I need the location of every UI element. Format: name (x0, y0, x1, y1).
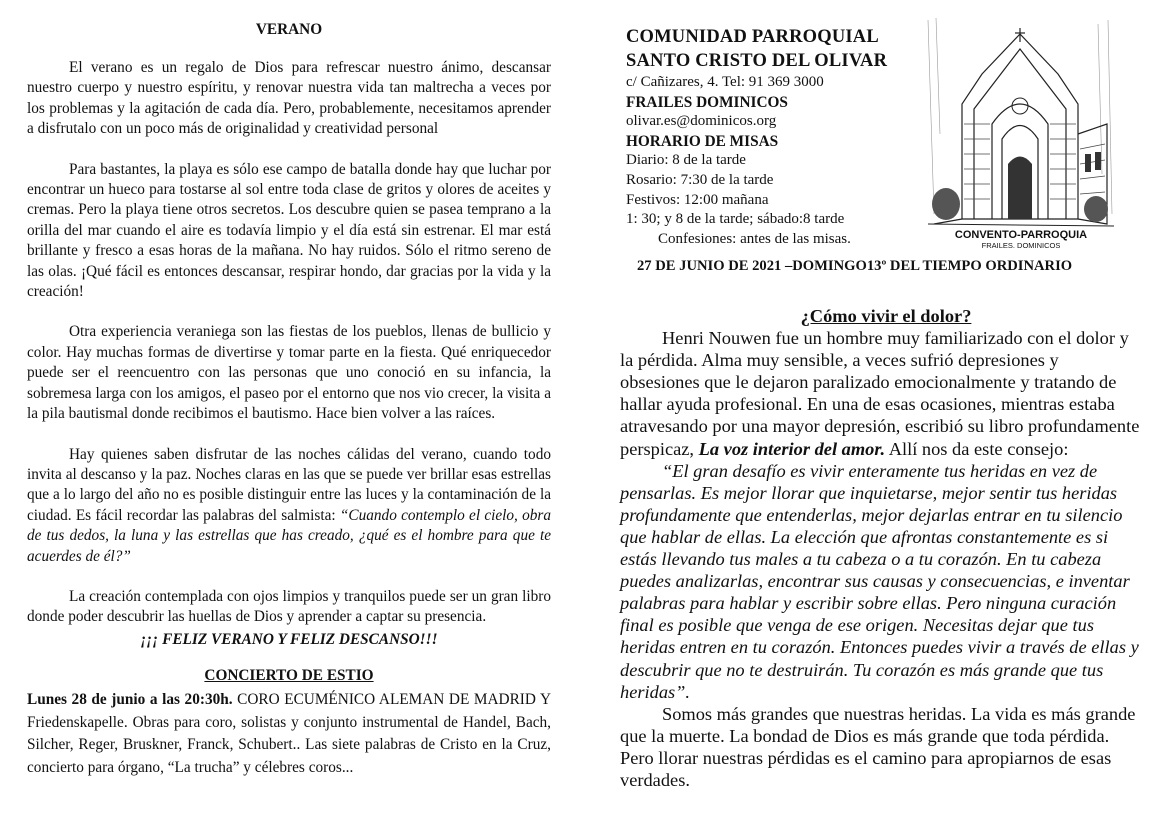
verano-paragraph-4-text: Hay quienes saben disfrutar de las noches cálidas del verano, cuando todo invita al descanso y la paz. Noches claras en las que se puede ver brillar esas estrellas que a lo largo del año no es posible distinguir entre las luces y la contaminación de la ciudad. Es fácil recordar las palabras del salmista: (27, 445, 551, 524)
parish-name-line2: SANTO CRISTO DEL OLIVAR (626, 50, 888, 71)
horario-diario: Diario: 8 de la tarde (626, 152, 746, 169)
right-column (620, 26, 1140, 790)
main-door (1008, 157, 1032, 220)
feliz-verano-heading: ¡¡¡ FELIZ VERANO Y FELIZ DESCANSO!!! (140, 630, 438, 648)
verano-paragraph-1: El verano es un regalo de Dios para refrescar nuestro ánimo, descansar nuestro cuerpo y nuestro espíritu, y renovar nuestra vida tan maltrecha a veces por los problemas y la agitación de cada día. Pero, probablemente, necesitamos aprender a disfrutalo con un poco más de originalidad y creatividad personal (27, 59, 551, 138)
side-window (1095, 152, 1101, 170)
horario-heading: HORARIO DE MISAS (626, 132, 779, 150)
article-paragraph-1 (620, 327, 1142, 460)
parish-email: olivar.es@dominicos.org (626, 113, 777, 130)
book-title: La voz interior del amor. (698, 438, 886, 459)
salmo-quote: “Cuando contemplo el cielo, obra de tus dedos, la luna y las estrellas que has creado, ¿qué es el hombre para que te acuerdes de él?” (27, 506, 551, 565)
liturgical-date: 27 DE JUNIO DE 2021 –DOMINGO13º DEL TIEMPO ORDINARIO (637, 258, 1073, 274)
illustration-caption-1: CONVENTO-PARROQUIA (954, 229, 1088, 241)
article-title: ¿Cómo vivir el dolor? (800, 306, 972, 326)
article-paragraph-1-end: Allí nos da este consejo: (885, 438, 1069, 459)
parish-info (626, 26, 926, 249)
side-window (1085, 154, 1091, 172)
article-paragraph-3: Somos más grandes que nuestras heridas. La vida es más grande que la muerte. La bondad de Dios es más grande que toda pérdida. Pero llorar nuestras pérdidas es el camino para apropiarnos de esas verdades. (620, 703, 1136, 790)
verano-paragraph-3: Otra experiencia veraniega son las fiestas de los pueblos, llenas de bullicio y color. Hay muchas formas de divertirse y tomar parte en la fiesta. Qué enriquecedor puede ser el reencuentro con las personas que uno conoció en su infancia, la sobremesa larga con los amigos, el paseo por el entorno que nos vio crecer, la visita a la pila bautismal donde recibimos el bautismo. Hace bien volver a las raíces. (27, 323, 551, 423)
frailes-heading: FRAILES DOMINICOS (626, 93, 788, 111)
article-paragraph-1-text: Henri Nouwen fue un hombre muy familiarizado con el dolor y la pérdida. Alma muy sensible, a veces sufrió depresiones y obsesiones que le dejaron paralizado emocionalmente y tratando de hallar ayuda profesional. En una de esas ocasiones, mientras estaba atravesando por una mayor depresión, escribió su libro profundamente perspicaz, (620, 328, 1140, 459)
concierto-date: Lunes 28 de junio a las 20:30h. (27, 691, 233, 709)
verano-title: VERANO (255, 21, 323, 38)
parish-name-line1: COMUNIDAD PARROQUIAL (626, 27, 879, 47)
verano-paragraph-4 (27, 445, 551, 567)
verano-paragraph-2: Para bastantes, la playa es sólo ese campo de batalla donde hay que luchar por encontrar un hueco para tostarse al sol entre toda clase de gritos y olores de aceites y cremas. Pero la playa tiene otros secretos. Los descubre quien se pasea temprano a la orilla del mar cuando el aire es todavía limpio y el día está sin estrenar. El mar está brillante y fresco a esas horas de la mañana. No hay ruidos. Sólo el ritmo sereno de las olas. ¡Qué fácil es entonces descansar, respirar hondo, dar gracias por la vida y la creación! (27, 160, 551, 301)
left-column (27, 12, 551, 780)
parish-header (620, 26, 1140, 274)
illustration-caption-2: FRAILES. DOMINICOS (981, 241, 1061, 250)
parish-address: c/ Cañizares, 4. Tel: 91 369 3000 (626, 74, 824, 90)
article (620, 305, 1142, 791)
horario-festivos: Festivos: 12:00 mañana (626, 191, 769, 208)
horario-confesiones: Confesiones: antes de las misas. (658, 230, 851, 247)
church-illustration (922, 14, 1120, 251)
horario-rosario: Rosario: 7:30 de la tarde (626, 171, 774, 188)
nouwen-quote: “El gran desafío es vivir enteramente tus heridas en vez de pensarlas. Es mejor llorar que inquietarse, mejor sentir tus heridas profundamente que entenderlas, mejor dejarlas entrar en tu silencio que hablar de ellas. La elección que afrontas constantemente es si estás llevando tus males a tu cabeza o a tu corazón. En tu cabeza puedes analizarlas, encontrar sus causas y consecuencias, e inventar palabras para hablar y escribir sobre ellas. Pero ninguna curación final es posible que venga de ese origen. Necesitas dejar que tus heridas entren en tu corazón. Entonces puedes vivir a través de ellas y descubrir que no te destruirán. Tu corazón es más grande que tus heridas”. (620, 460, 1139, 702)
concierto-details: CORO ECUMÉNICO ALEMAN DE MADRID Y Friedenskapelle. Obras para coro, solistas y conjunto instrumental de Handel, Bach, Silcher, Reger, Bruskner, Franck, Schubert.. Las siete palabras de Cristo en la Cruz, concierto para órgano, “La trucha” y célebres coros... (27, 691, 551, 776)
verano-paragraph-5: La creación contemplada con ojos limpios y tranquilos puede ser un gran libro donde poder descubrir las huellas de Dios y aprender a captar su presencia. (27, 587, 551, 626)
concierto-title: CONCIERTO DE ESTIO (204, 667, 374, 685)
concierto-block (27, 689, 551, 779)
horario-festivos-2: 1: 30; y 8 de la tarde; sábado:8 tarde (626, 211, 845, 228)
concierto-text (27, 689, 551, 779)
